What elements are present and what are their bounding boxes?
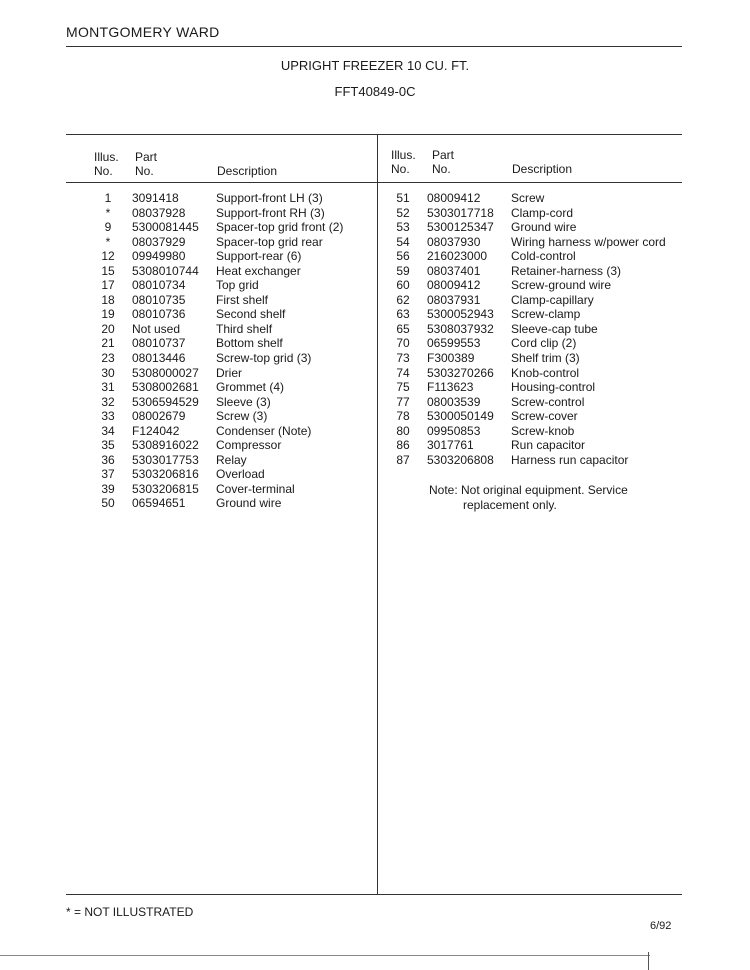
part-description: Spacer-top grid front (2) xyxy=(216,220,344,235)
table-row xyxy=(379,264,679,279)
part-description: Screw-ground wire xyxy=(511,278,612,293)
part-number: 5306594529 xyxy=(132,394,199,409)
illus-number: 18 xyxy=(101,292,115,307)
illus-number: 20 xyxy=(101,321,115,336)
illus-number: 51 xyxy=(396,191,410,205)
part-description: Support-front LH (3) xyxy=(216,191,323,205)
part-description: Harness run capacitor xyxy=(511,452,629,467)
table-row xyxy=(84,467,374,482)
part-description: Screw-knob xyxy=(511,423,575,438)
part-number: 5303206815 xyxy=(132,481,199,496)
illus-number: 12 xyxy=(101,249,115,264)
table-row xyxy=(379,206,679,221)
part-number: 08010734 xyxy=(132,278,186,293)
part-number: 5308000027 xyxy=(132,365,199,380)
illus-number: 87 xyxy=(396,452,410,467)
table-row xyxy=(379,322,679,337)
part-description: Knob-control xyxy=(511,365,580,380)
illus-number: 36 xyxy=(101,452,115,467)
part-number: F124042 xyxy=(132,423,180,438)
illus-number: 52 xyxy=(396,205,410,220)
table-top-rule xyxy=(66,134,682,135)
table-row xyxy=(84,380,374,395)
table-row xyxy=(379,366,679,381)
part-description: Retainer-harness (3) xyxy=(511,263,622,278)
illus-number: 37 xyxy=(101,467,115,482)
part-number: 5303206808 xyxy=(427,452,494,467)
table-row xyxy=(84,191,374,206)
part-description: Clamp-capillary xyxy=(511,292,594,307)
table-row xyxy=(379,395,679,410)
table-row xyxy=(379,249,679,264)
table-row xyxy=(84,322,374,337)
table-row xyxy=(84,278,374,293)
illus-number: 9 xyxy=(104,220,112,235)
table-row xyxy=(379,278,679,293)
table-row xyxy=(379,191,679,206)
part-description: Overload xyxy=(216,467,265,482)
table-row xyxy=(84,235,374,250)
part-number: 5300050149 xyxy=(427,409,494,424)
table-bottom-rule xyxy=(66,894,682,895)
illus-number: 77 xyxy=(396,394,410,409)
part-description: Screw xyxy=(511,191,545,205)
header-illus-no-left: Illus. No. xyxy=(94,150,119,178)
part-number: 5303270266 xyxy=(427,365,494,380)
part-number: 08037401 xyxy=(427,263,481,278)
table-row xyxy=(379,380,679,395)
illus-number: 21 xyxy=(101,336,115,351)
part-description: Bottom shelf xyxy=(216,336,283,351)
part-description: Screw-top grid (3) xyxy=(216,351,312,366)
part-description: Ground wire xyxy=(511,220,577,235)
part-description: Cover-terminal xyxy=(216,481,295,496)
illus-number: 59 xyxy=(396,263,410,278)
table-row xyxy=(379,351,679,366)
table-row xyxy=(84,220,374,235)
part-number: F300389 xyxy=(427,351,475,366)
part-number: 5303017718 xyxy=(427,205,494,220)
part-description: Condenser (Note) xyxy=(216,423,312,438)
part-description: Clamp-cord xyxy=(511,205,574,220)
part-description: Third shelf xyxy=(216,321,273,336)
part-number: F113623 xyxy=(427,380,474,395)
illus-number: 75 xyxy=(396,380,410,395)
part-number: 08009412 xyxy=(427,278,481,293)
part-description: Screw (3) xyxy=(216,409,268,424)
part-description: Screw-control xyxy=(511,394,585,409)
part-number: 5300125347 xyxy=(427,220,494,235)
part-number: Not used xyxy=(132,321,181,336)
part-number: 08010736 xyxy=(132,307,186,322)
part-description: Second shelf xyxy=(216,307,286,322)
table-row xyxy=(84,409,374,424)
illus-number: 54 xyxy=(396,234,410,249)
part-number: 06594651 xyxy=(132,496,186,511)
page-bottom-tick xyxy=(648,952,649,970)
service-note: Note: Not original equipment. Service replacement only. xyxy=(429,483,628,512)
illus-number: 50 xyxy=(101,496,115,511)
illus-number: 30 xyxy=(101,365,115,380)
part-description: Drier xyxy=(216,365,242,380)
part-description: Wiring harness w/power cord xyxy=(511,234,666,249)
header-part-no-left: Part No. xyxy=(135,150,158,178)
illus-number: 34 xyxy=(101,423,115,438)
table-row xyxy=(84,395,374,410)
table-row xyxy=(84,424,374,439)
illus-number: 73 xyxy=(396,351,410,366)
table-row xyxy=(379,220,679,235)
illus-number: 65 xyxy=(396,321,410,336)
part-number: 5308010744 xyxy=(132,263,199,278)
table-row xyxy=(379,235,679,250)
not-illustrated-legend: * = NOT ILLUSTRATED xyxy=(66,905,194,919)
table-row xyxy=(379,409,679,424)
part-number: 5308037932 xyxy=(427,321,494,336)
part-number: 08037928 xyxy=(132,205,186,220)
header-part-no-right: Part No. xyxy=(432,148,455,176)
table-row xyxy=(84,366,374,381)
illus-number: 56 xyxy=(396,249,410,264)
part-description: Screw-cover xyxy=(511,409,578,424)
table-row xyxy=(379,336,679,351)
illus-number: 35 xyxy=(101,438,115,453)
part-number: 08013446 xyxy=(132,351,186,366)
document-title: UPRIGHT FREEZER 10 CU. FT. xyxy=(280,58,470,73)
illus-number: 39 xyxy=(101,481,115,496)
part-description: Screw-clamp xyxy=(511,307,581,322)
part-number: 08002679 xyxy=(132,409,186,424)
table-row xyxy=(84,264,374,279)
illus-number: 62 xyxy=(396,292,410,307)
page-bottom-line xyxy=(0,955,650,956)
illus-number: 60 xyxy=(396,278,410,293)
part-description: Run capacitor xyxy=(511,438,586,453)
illus-number: 33 xyxy=(101,409,115,424)
header-illus-no-right: Illus. No. xyxy=(391,148,416,176)
table-row xyxy=(84,351,374,366)
table-row xyxy=(379,307,679,322)
parts-list-left xyxy=(84,191,374,511)
part-description: Ground wire xyxy=(216,496,282,511)
part-description: First shelf xyxy=(216,292,269,307)
revision-date: 6/92 xyxy=(650,920,672,932)
model-number: FFT40849-0C xyxy=(334,84,416,99)
illus-number: * xyxy=(105,234,111,249)
part-description: Spacer-top grid rear xyxy=(216,234,323,249)
table-row xyxy=(84,482,374,497)
part-number: 5308916022 xyxy=(132,438,199,453)
illus-number: 19 xyxy=(101,307,115,322)
part-number: 08003539 xyxy=(427,394,481,409)
part-description: Top grid xyxy=(216,278,259,293)
part-number: 216023000 xyxy=(427,249,488,264)
part-number: 08010737 xyxy=(132,336,186,351)
column-divider xyxy=(377,134,378,894)
brand-name: MONTGOMERY WARD xyxy=(66,24,220,40)
header-description-right: Description xyxy=(512,162,573,176)
part-description: Relay xyxy=(216,452,247,467)
table-header-rule xyxy=(66,182,682,183)
table-row xyxy=(84,453,374,468)
illus-number: 23 xyxy=(101,351,115,366)
part-description: Cold-control xyxy=(511,249,576,264)
part-description: Support-rear (6) xyxy=(216,249,302,264)
illus-number: 53 xyxy=(396,220,410,235)
illus-number: 74 xyxy=(396,365,410,380)
illus-number: 86 xyxy=(396,438,410,453)
part-number: 5300081445 xyxy=(132,220,199,235)
part-number: 5300052943 xyxy=(427,307,494,322)
part-description: Support-front RH (3) xyxy=(216,205,325,220)
part-description: Cord clip (2) xyxy=(511,336,577,351)
header-description-left: Description xyxy=(217,164,278,178)
part-number: 08010735 xyxy=(132,292,186,307)
part-number: 5303206816 xyxy=(132,467,199,482)
table-row xyxy=(379,293,679,308)
part-description: Shelf trim (3) xyxy=(511,351,580,366)
part-number: 3091418 xyxy=(132,191,179,205)
table-row xyxy=(84,249,374,264)
part-number: 08037931 xyxy=(427,292,481,307)
illus-number: 63 xyxy=(396,307,410,322)
illus-number: 1 xyxy=(104,191,112,205)
part-description: Heat exchanger xyxy=(216,263,301,278)
illus-number: 32 xyxy=(101,394,115,409)
illus-number: 31 xyxy=(101,380,115,395)
part-number: 5308002681 xyxy=(132,380,199,395)
table-row xyxy=(379,453,679,468)
header-rule xyxy=(66,46,682,47)
illus-number: 17 xyxy=(101,278,115,293)
part-number: 08037929 xyxy=(132,234,186,249)
table-row xyxy=(379,424,679,439)
part-description: Grommet (4) xyxy=(216,380,285,395)
illus-number: * xyxy=(105,205,111,220)
part-number: 09949980 xyxy=(132,249,186,264)
illus-number: 70 xyxy=(396,336,410,351)
table-row xyxy=(84,307,374,322)
illus-number: 80 xyxy=(396,423,410,438)
table-row xyxy=(84,496,374,511)
table-row xyxy=(84,206,374,221)
part-description: Sleeve (3) xyxy=(216,394,271,409)
parts-list-right xyxy=(379,191,679,467)
part-description: Housing-control xyxy=(511,380,596,395)
part-number: 08009412 xyxy=(427,191,481,205)
illus-number: 78 xyxy=(396,409,410,424)
table-row xyxy=(84,293,374,308)
part-description: Compressor xyxy=(216,438,282,453)
illus-number: 15 xyxy=(101,263,115,278)
part-number: 5303017753 xyxy=(132,452,199,467)
part-description: Sleeve-cap tube xyxy=(511,321,598,336)
part-number: 08037930 xyxy=(427,234,481,249)
table-row xyxy=(84,336,374,351)
part-number: 09950853 xyxy=(427,423,481,438)
table-row xyxy=(84,438,374,453)
part-number: 3017761 xyxy=(427,438,474,453)
table-row xyxy=(379,438,679,453)
part-number: 06599553 xyxy=(427,336,481,351)
